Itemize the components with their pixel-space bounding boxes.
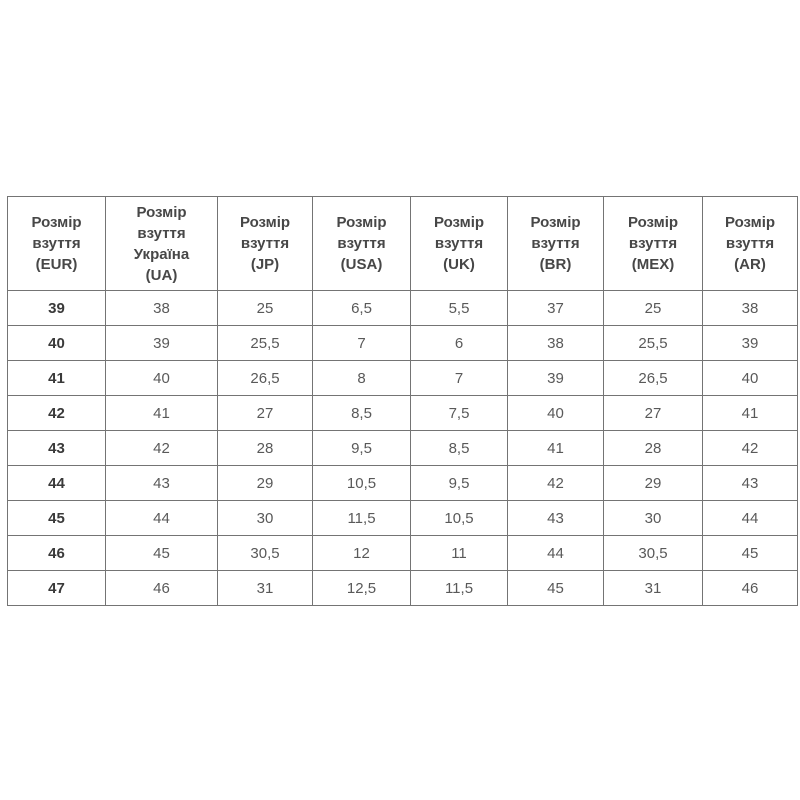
cell-size-value: 8,5 [313,396,411,431]
column-header-line: (USA) [340,256,383,273]
table-row [8,361,798,396]
table-row [8,291,798,326]
table-header-row [8,197,798,291]
cell-size-value: 40 [508,396,604,431]
cell-size-value: 42 [703,431,798,466]
column-header-ua [106,197,218,291]
column-header-line: взуття [240,235,290,252]
column-header-line: (UK) [443,256,475,273]
table-row [8,326,798,361]
column-header-line: Розмір [530,214,581,231]
cell-size-value: 11,5 [411,571,508,606]
cell-eur-size: 46 [8,536,106,571]
cell-size-value: 30 [218,501,313,536]
column-header-line: (UA) [145,266,178,284]
column-header-line: Розмір [136,203,187,221]
cell-eur-size: 41 [8,361,106,396]
cell-size-value: 30 [604,501,703,536]
table-row [8,571,798,606]
cell-size-value: 30,5 [604,536,703,571]
cell-size-value: 44 [703,501,798,536]
cell-size-value: 8 [313,361,411,396]
cell-size-value: 26,5 [218,361,313,396]
column-header-ar [703,197,798,291]
cell-size-value: 30,5 [218,536,313,571]
cell-size-value: 39 [508,361,604,396]
column-header-line: Розмір [724,214,776,231]
cell-size-value: 44 [508,536,604,571]
cell-size-value: 40 [703,361,798,396]
cell-size-value: 25 [218,291,313,326]
cell-size-value: 45 [508,571,604,606]
shoe-size-table-container [7,196,798,606]
shoe-size-conversion-table [7,196,798,606]
cell-eur-size: 44 [8,466,106,501]
cell-size-value: 41 [106,396,218,431]
cell-size-value: 46 [703,571,798,606]
column-header-usa [313,197,411,291]
column-header-line: Розмір [627,214,679,231]
cell-size-value: 46 [106,571,218,606]
table-row [8,501,798,536]
cell-size-value: 11 [411,536,508,571]
cell-size-value: 40 [106,361,218,396]
cell-size-value: 44 [106,501,218,536]
column-header-line: (BR) [539,256,572,273]
cell-size-value: 27 [218,396,313,431]
column-header-line: взуття [434,235,484,252]
cell-size-value: 6 [411,326,508,361]
cell-size-value: 8,5 [411,431,508,466]
cell-size-value: 42 [508,466,604,501]
column-header-line: (JP) [250,256,280,273]
cell-eur-size: 42 [8,396,106,431]
cell-size-value: 43 [106,466,218,501]
cell-size-value: 7,5 [411,396,508,431]
column-header-line: взуття [725,235,775,252]
cell-eur-size: 40 [8,326,106,361]
cell-size-value: 25,5 [218,326,313,361]
cell-size-value: 42 [106,431,218,466]
cell-size-value: 38 [703,291,798,326]
cell-size-value: 12 [313,536,411,571]
cell-size-value: 41 [703,396,798,431]
column-header-uk [411,197,508,291]
cell-size-value: 38 [508,326,604,361]
table-row [8,466,798,501]
cell-size-value: 26,5 [604,361,703,396]
column-header-br [508,197,604,291]
table-body [8,291,798,606]
cell-size-value: 31 [604,571,703,606]
column-header-line: взуття [531,235,580,252]
table-row [8,396,798,431]
cell-size-value: 29 [604,466,703,501]
cell-size-value: 39 [106,326,218,361]
column-header-line: Розмір [336,214,387,231]
column-header-line: Розмір [239,214,291,231]
cell-size-value: 37 [508,291,604,326]
cell-size-value: 12,5 [313,571,411,606]
cell-size-value: 45 [703,536,798,571]
cell-size-value: 39 [703,326,798,361]
column-header-line: взуття [337,235,386,252]
column-header-line: Розмір [31,214,82,231]
column-header-jp [218,197,313,291]
cell-eur-size: 43 [8,431,106,466]
cell-size-value: 38 [106,291,218,326]
cell-size-value: 10,5 [313,466,411,501]
cell-size-value: 43 [508,501,604,536]
column-header-line: Україна [133,245,190,263]
column-header-line: взуття [32,235,81,252]
column-header-eur [8,197,106,291]
column-header-line: взуття [628,235,678,252]
column-header-line: Розмір [433,214,485,231]
table-row [8,536,798,571]
column-header-line: (MEX) [631,256,675,273]
cell-size-value: 41 [508,431,604,466]
table-header [8,197,798,291]
cell-size-value: 28 [604,431,703,466]
cell-size-value: 7 [313,326,411,361]
column-header-mex [604,197,703,291]
cell-size-value: 5,5 [411,291,508,326]
cell-eur-size: 45 [8,501,106,536]
cell-size-value: 45 [106,536,218,571]
cell-size-value: 43 [703,466,798,501]
column-header-line: (AR) [734,256,766,273]
cell-size-value: 25,5 [604,326,703,361]
cell-eur-size: 47 [8,571,106,606]
cell-size-value: 27 [604,396,703,431]
column-header-line: взуття [137,224,186,242]
cell-size-value: 31 [218,571,313,606]
cell-size-value: 7 [411,361,508,396]
cell-size-value: 28 [218,431,313,466]
cell-size-value: 10,5 [411,501,508,536]
table-row [8,431,798,466]
cell-size-value: 9,5 [313,431,411,466]
cell-size-value: 25 [604,291,703,326]
cell-size-value: 11,5 [313,501,411,536]
cell-size-value: 9,5 [411,466,508,501]
cell-size-value: 6,5 [313,291,411,326]
cell-eur-size: 39 [8,291,106,326]
cell-size-value: 29 [218,466,313,501]
column-header-line: (EUR) [35,256,78,273]
